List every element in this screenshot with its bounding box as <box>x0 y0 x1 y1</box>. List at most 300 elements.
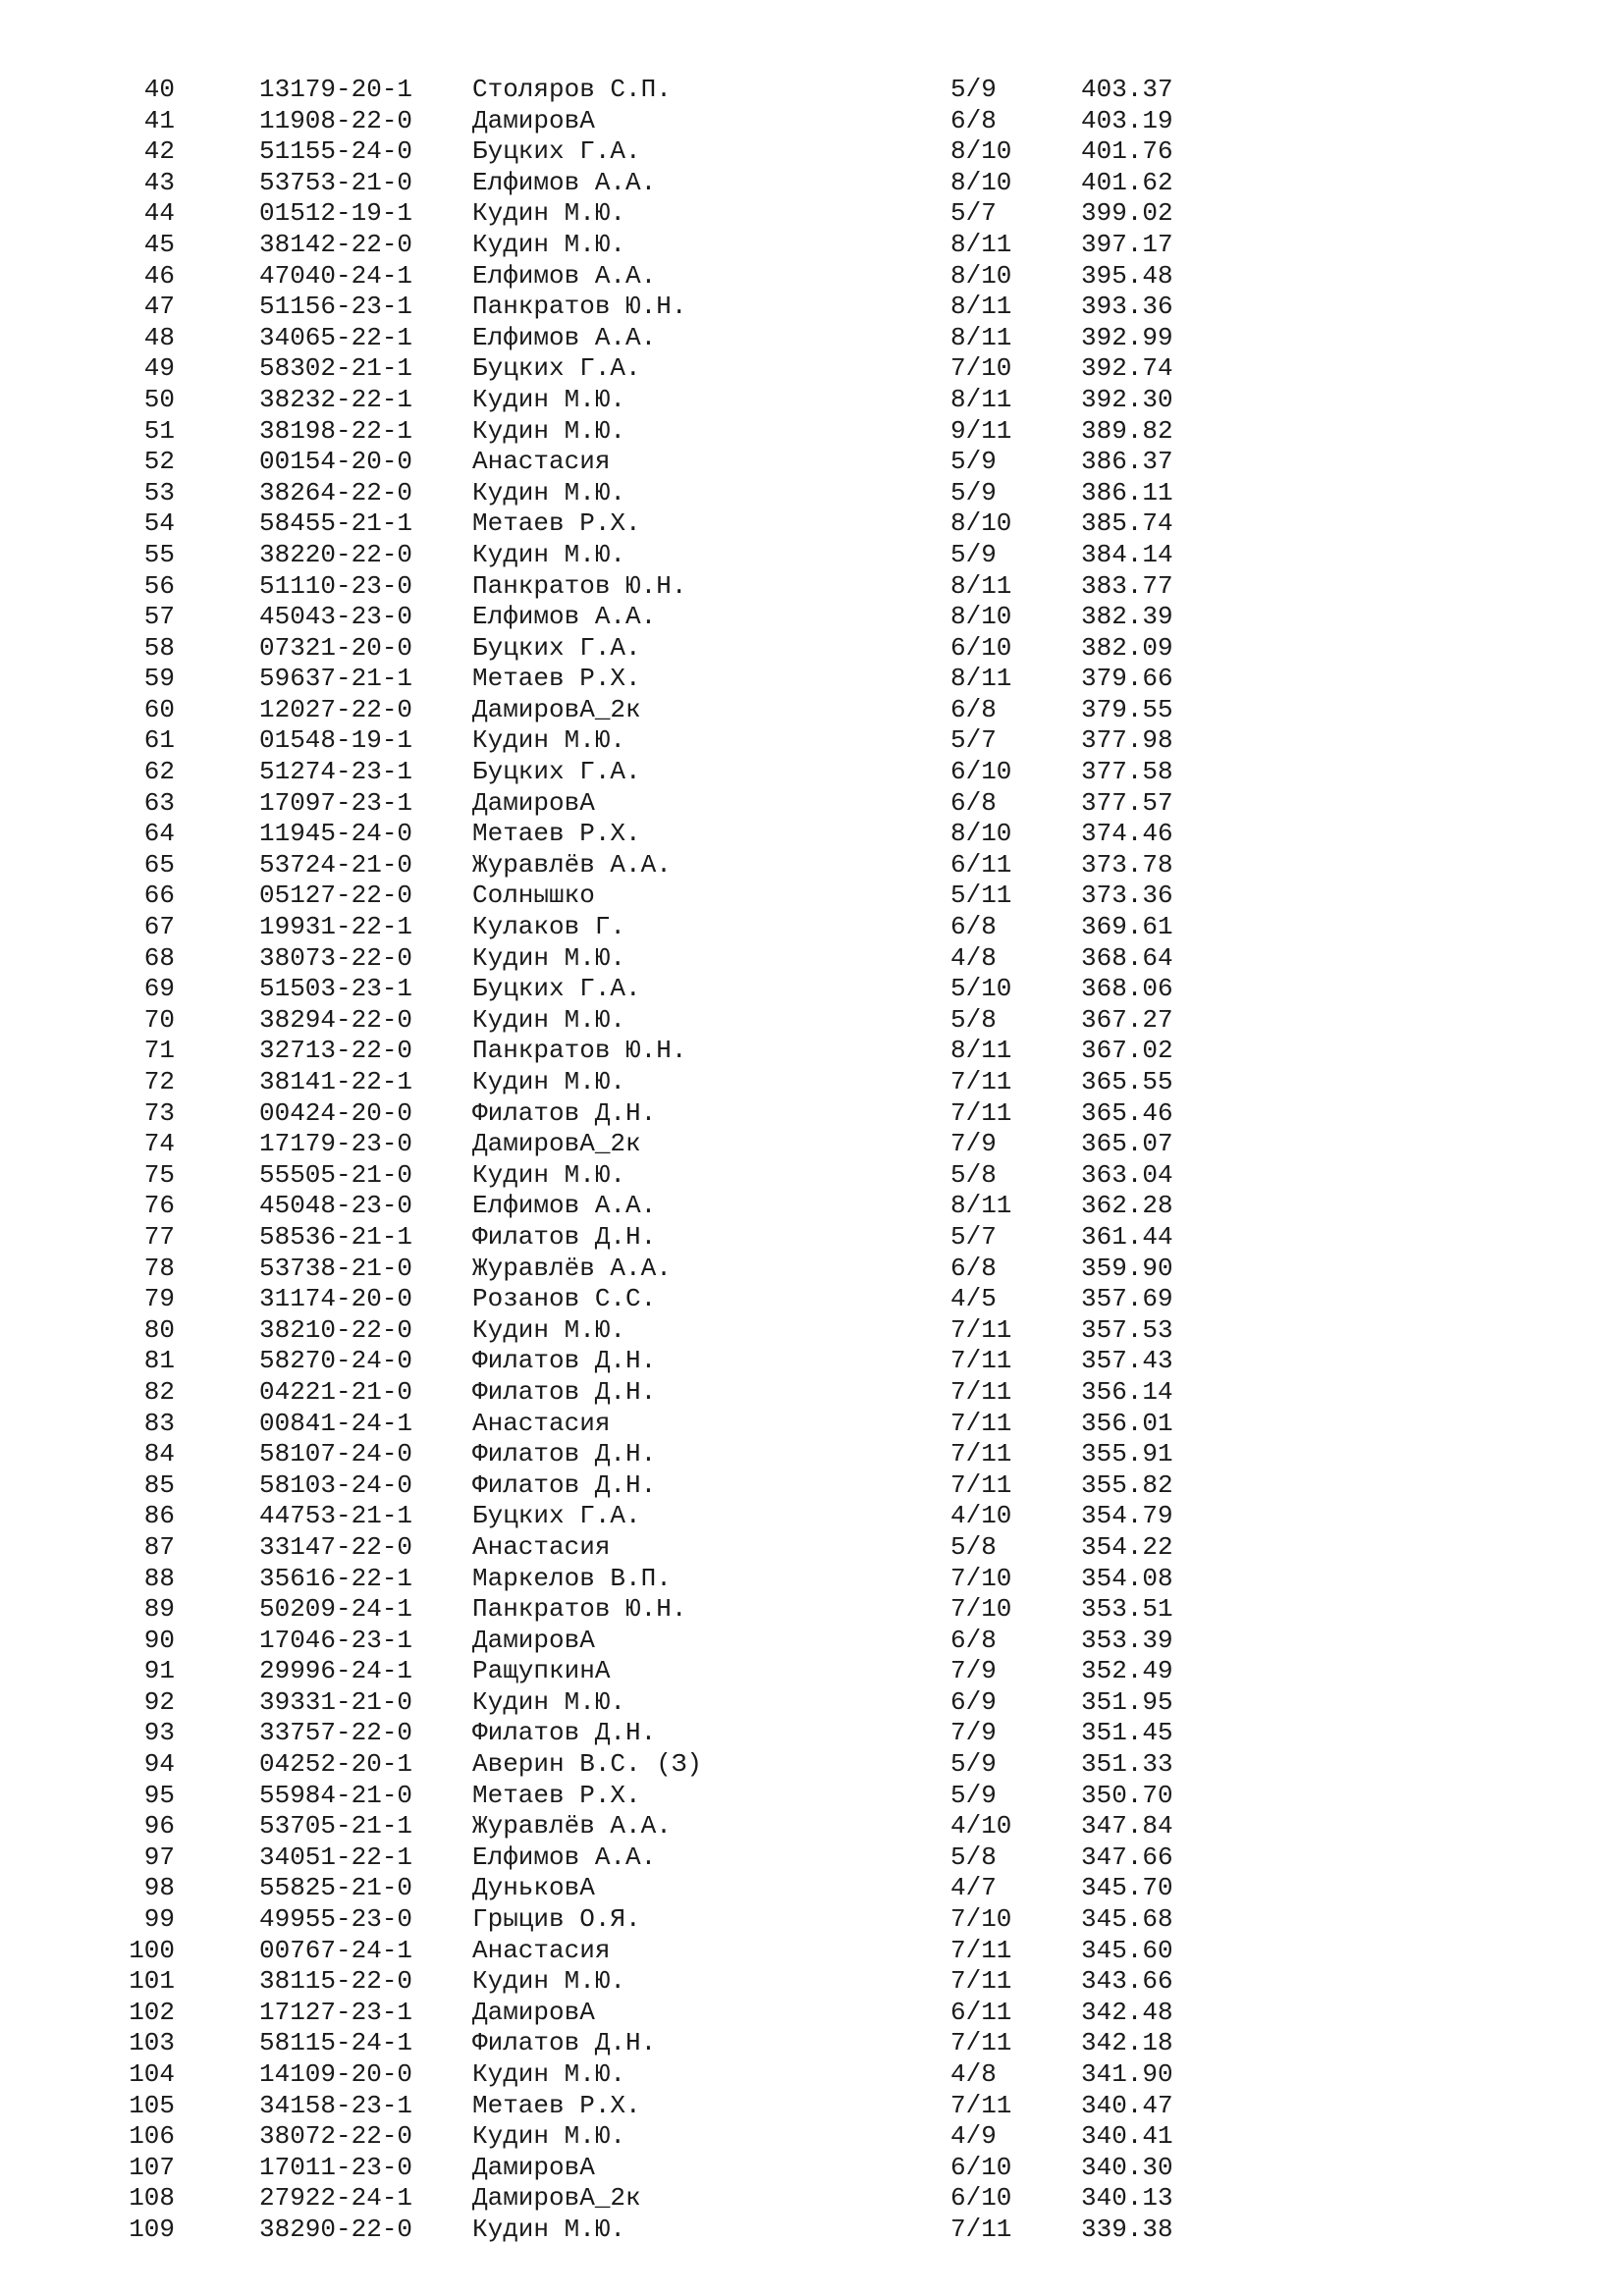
record-id-cell: 58107-24-0 <box>259 1439 413 1469</box>
score-cell: 352.49 <box>1081 1656 1173 1686</box>
rank-cell: 69 <box>143 974 175 1004</box>
record-id-cell: 17097-23-1 <box>259 787 413 818</box>
author-name-cell: Метаев Р.Х. <box>472 1780 641 1810</box>
score-cell: 357.53 <box>1081 1314 1173 1345</box>
rank-cell: 45 <box>143 229 175 259</box>
record-id-cell: 34051-22-1 <box>259 1842 413 1872</box>
table-row <box>0 1254 1624 1285</box>
table-row <box>0 385 1624 416</box>
ratio-cell: 5/9 <box>950 1749 997 1780</box>
score-cell: 369.61 <box>1081 912 1173 942</box>
ratio-cell: 5/10 <box>950 974 1012 1004</box>
table-row <box>0 788 1624 820</box>
author-name-cell: Кудин М.Ю. <box>472 229 626 259</box>
score-cell: 347.66 <box>1081 1842 1173 1872</box>
rank-cell: 72 <box>143 1067 175 1096</box>
score-cell: 356.14 <box>1081 1376 1173 1407</box>
rank-cell: 74 <box>143 1129 175 1159</box>
score-cell: 354.08 <box>1081 1563 1173 1593</box>
author-name-cell: Кудин М.Ю. <box>472 415 626 446</box>
author-name-cell: Маркелов В.П. <box>472 1563 672 1593</box>
score-cell: 355.91 <box>1081 1439 1173 1469</box>
table-row <box>0 1936 1624 1967</box>
ratio-cell: 7/10 <box>950 1594 1012 1625</box>
rank-cell: 103 <box>129 2028 175 2058</box>
table-row <box>0 943 1624 975</box>
ratio-cell: 6/10 <box>950 632 1012 663</box>
score-cell: 384.14 <box>1081 539 1173 569</box>
score-cell: 392.74 <box>1081 353 1173 384</box>
rank-cell: 105 <box>129 2090 175 2120</box>
record-id-cell: 11945-24-0 <box>259 819 413 849</box>
record-id-cell: 31174-20-0 <box>259 1284 413 1314</box>
rank-cell: 106 <box>129 2121 175 2152</box>
score-cell: 353.39 <box>1081 1625 1173 1655</box>
ratio-cell: 5/9 <box>950 477 997 507</box>
ratio-cell: 5/9 <box>950 539 997 569</box>
author-name-cell: ДамировА <box>472 787 595 818</box>
score-cell: 399.02 <box>1081 198 1173 229</box>
author-name-cell: Кудин М.Ю. <box>472 1686 626 1717</box>
ratio-cell: 6/10 <box>950 2152 1012 2182</box>
rank-cell: 95 <box>143 1780 175 1810</box>
table-row <box>0 1594 1624 1626</box>
author-name-cell: Филатов Д.Н. <box>472 1097 657 1128</box>
record-id-cell: 27922-24-1 <box>259 2183 413 2214</box>
ratio-cell: 6/8 <box>950 1625 997 1655</box>
record-id-cell: 38072-22-0 <box>259 2121 413 2152</box>
score-cell: 343.66 <box>1081 1966 1173 1997</box>
score-cell: 365.55 <box>1081 1067 1173 1096</box>
ratio-cell: 7/11 <box>950 1067 1012 1096</box>
table-row <box>0 106 1624 137</box>
ratio-cell: 5/7 <box>950 1221 997 1252</box>
score-cell: 340.30 <box>1081 2152 1173 2182</box>
score-cell: 401.62 <box>1081 167 1173 197</box>
table-row <box>0 1532 1624 1564</box>
score-cell: 377.57 <box>1081 787 1173 818</box>
author-name-cell: ДамировА <box>472 105 595 135</box>
ratio-cell: 6/8 <box>950 105 997 135</box>
table-row <box>0 2091 1624 2122</box>
ratio-cell: 4/9 <box>950 2121 997 2152</box>
table-row <box>0 1718 1624 1749</box>
rank-cell: 75 <box>143 1159 175 1190</box>
record-id-cell: 00767-24-1 <box>259 1935 413 1965</box>
rank-cell: 41 <box>143 105 175 135</box>
record-id-cell: 00154-20-0 <box>259 447 413 477</box>
score-cell: 345.60 <box>1081 1935 1173 1965</box>
record-id-cell: 51503-23-1 <box>259 974 413 1004</box>
rank-cell: 99 <box>143 1904 175 1935</box>
rank-cell: 44 <box>143 198 175 229</box>
ratio-cell: 8/11 <box>950 229 1012 259</box>
author-name-cell: Журавлёв А.А. <box>472 1811 672 1842</box>
table-row <box>0 2059 1624 2091</box>
record-id-cell: 38073-22-0 <box>259 942 413 973</box>
rank-cell: 40 <box>143 75 175 104</box>
ratio-cell: 9/11 <box>950 415 1012 446</box>
record-id-cell: 45043-23-0 <box>259 602 413 632</box>
ratio-cell: 7/11 <box>950 1314 1012 1345</box>
record-id-cell: 38141-22-1 <box>259 1067 413 1096</box>
rank-cell: 42 <box>143 136 175 167</box>
score-cell: 355.82 <box>1081 1469 1173 1500</box>
ratio-cell: 4/10 <box>950 1811 1012 1842</box>
table-row <box>0 1129 1624 1160</box>
ratio-cell: 5/7 <box>950 198 997 229</box>
ratio-cell: 4/7 <box>950 1873 997 1903</box>
record-id-cell: 51274-23-1 <box>259 757 413 787</box>
author-name-cell: Филатов Д.Н. <box>472 1718 657 1748</box>
ratio-cell: 6/8 <box>950 787 997 818</box>
rank-cell: 50 <box>143 384 175 414</box>
table-row <box>0 323 1624 354</box>
rank-cell: 56 <box>143 570 175 601</box>
ratio-cell: 7/11 <box>950 1346 1012 1376</box>
score-cell: 359.90 <box>1081 1253 1173 1283</box>
author-name-cell: Елфимов А.А. <box>472 167 657 197</box>
rank-cell: 96 <box>143 1811 175 1842</box>
author-name-cell: Кудин М.Ю. <box>472 942 626 973</box>
ratio-cell: 7/10 <box>950 1563 1012 1593</box>
score-cell: 353.51 <box>1081 1594 1173 1625</box>
ratio-cell: 8/11 <box>950 1191 1012 1221</box>
record-id-cell: 01548-19-1 <box>259 725 413 756</box>
author-name-cell: Метаев Р.Х. <box>472 819 641 849</box>
score-cell: 379.55 <box>1081 694 1173 724</box>
table-row <box>0 2215 1624 2246</box>
rank-cell: 43 <box>143 167 175 197</box>
ratio-cell: 8/11 <box>950 664 1012 694</box>
ratio-cell: 6/8 <box>950 1253 997 1283</box>
ratio-cell: 7/11 <box>950 1935 1012 1965</box>
rank-cell: 91 <box>143 1656 175 1686</box>
rank-cell: 59 <box>143 664 175 694</box>
ratio-cell: 5/7 <box>950 725 997 756</box>
table-row <box>0 353 1624 385</box>
score-cell: 368.06 <box>1081 974 1173 1004</box>
table-row <box>0 416 1624 448</box>
rank-cell: 85 <box>143 1469 175 1500</box>
ratio-cell: 5/9 <box>950 1780 997 1810</box>
table-row <box>0 1005 1624 1037</box>
table-row <box>0 1284 1624 1315</box>
table-row <box>0 2183 1624 2215</box>
author-name-cell: Елфимов А.А. <box>472 322 657 352</box>
author-name-cell: Анастасия <box>472 447 611 477</box>
rank-cell: 81 <box>143 1346 175 1376</box>
score-cell: 345.68 <box>1081 1904 1173 1935</box>
author-name-cell: Метаев Р.Х. <box>472 508 641 539</box>
ratio-cell: 7/10 <box>950 1904 1012 1935</box>
rank-cell: 104 <box>129 2059 175 2089</box>
record-id-cell: 51156-23-1 <box>259 292 413 322</box>
record-id-cell: 58115-24-1 <box>259 2028 413 2058</box>
author-name-cell: Филатов Д.Н. <box>472 1376 657 1407</box>
ratio-cell: 5/8 <box>950 1531 997 1562</box>
rank-cell: 51 <box>143 415 175 446</box>
record-id-cell: 11908-22-0 <box>259 105 413 135</box>
table-row <box>0 1346 1624 1377</box>
record-id-cell: 51155-24-0 <box>259 136 413 167</box>
table-row <box>0 230 1624 261</box>
record-id-cell: 47040-24-1 <box>259 260 413 291</box>
ratio-cell: 6/11 <box>950 1997 1012 2027</box>
score-cell: 340.47 <box>1081 2090 1173 2120</box>
score-cell: 386.37 <box>1081 447 1173 477</box>
score-cell: 357.69 <box>1081 1284 1173 1314</box>
score-cell: 362.28 <box>1081 1191 1173 1221</box>
table-row <box>0 540 1624 571</box>
rank-cell: 108 <box>129 2183 175 2214</box>
ratio-cell: 8/10 <box>950 602 1012 632</box>
record-id-cell: 32713-22-0 <box>259 1036 413 1066</box>
rank-cell: 55 <box>143 539 175 569</box>
record-id-cell: 17127-23-1 <box>259 1997 413 2027</box>
author-name-cell: Панкратов Ю.Н. <box>472 1594 687 1625</box>
record-id-cell: 07321-20-0 <box>259 632 413 663</box>
rank-cell: 93 <box>143 1718 175 1748</box>
author-name-cell: Буцких Г.А. <box>472 974 641 1004</box>
table-row <box>0 1687 1624 1719</box>
score-cell: 386.11 <box>1081 477 1173 507</box>
author-name-cell: Кудин М.Ю. <box>472 1966 626 1997</box>
ratio-cell: 5/8 <box>950 1159 997 1190</box>
record-id-cell: 44753-21-1 <box>259 1501 413 1531</box>
ratio-cell: 8/10 <box>950 136 1012 167</box>
score-cell: 382.09 <box>1081 632 1173 663</box>
rank-cell: 46 <box>143 260 175 291</box>
rank-cell: 79 <box>143 1284 175 1314</box>
ratio-cell: 5/9 <box>950 447 997 477</box>
table-row <box>0 1315 1624 1347</box>
score-cell: 351.95 <box>1081 1686 1173 1717</box>
rank-cell: 60 <box>143 694 175 724</box>
table-row <box>0 571 1624 603</box>
record-id-cell: 00841-24-1 <box>259 1408 413 1438</box>
rank-cell: 65 <box>143 849 175 880</box>
author-name-cell: Метаев Р.Х. <box>472 664 641 694</box>
author-name-cell: Елфимов А.А. <box>472 1191 657 1221</box>
table-row <box>0 850 1624 881</box>
author-name-cell: Буцких Г.А. <box>472 1501 641 1531</box>
table-row <box>0 478 1624 509</box>
rank-cell: 61 <box>143 725 175 756</box>
author-name-cell: Буцких Г.А. <box>472 757 641 787</box>
ratio-cell: 7/10 <box>950 353 1012 384</box>
author-name-cell: Кудин М.Ю. <box>472 1004 626 1035</box>
record-id-cell: 13179-20-1 <box>259 75 413 104</box>
table-row <box>0 2121 1624 2153</box>
score-cell: 385.74 <box>1081 508 1173 539</box>
rank-cell: 70 <box>143 1004 175 1035</box>
author-name-cell: Анастасия <box>472 1531 611 1562</box>
table-row <box>0 1501 1624 1532</box>
record-id-cell: 58270-24-0 <box>259 1346 413 1376</box>
author-name-cell: Панкратов Ю.Н. <box>472 292 687 322</box>
record-id-cell: 39331-21-0 <box>259 1686 413 1717</box>
rank-cell: 68 <box>143 942 175 973</box>
score-cell: 373.36 <box>1081 881 1173 911</box>
table-row <box>0 447 1624 478</box>
score-cell: 354.79 <box>1081 1501 1173 1531</box>
score-cell: 373.78 <box>1081 849 1173 880</box>
ratio-cell: 8/11 <box>950 292 1012 322</box>
score-cell: 382.39 <box>1081 602 1173 632</box>
record-id-cell: 45048-23-0 <box>259 1191 413 1221</box>
rank-cell: 86 <box>143 1501 175 1531</box>
author-name-cell: Кудин М.Ю. <box>472 198 626 229</box>
score-cell: 377.98 <box>1081 725 1173 756</box>
rank-cell: 47 <box>143 292 175 322</box>
table-row <box>0 75 1624 106</box>
table-row <box>0 168 1624 199</box>
ratio-cell: 7/11 <box>950 1376 1012 1407</box>
record-id-cell: 38232-22-1 <box>259 384 413 414</box>
score-cell: 403.37 <box>1081 75 1173 104</box>
table-row <box>0 1998 1624 2029</box>
table-row <box>0 2028 1624 2059</box>
rank-cell: 80 <box>143 1314 175 1345</box>
table-row <box>0 757 1624 788</box>
record-id-cell: 58103-24-0 <box>259 1469 413 1500</box>
ratio-cell: 8/10 <box>950 508 1012 539</box>
score-cell: 365.07 <box>1081 1129 1173 1159</box>
rank-cell: 88 <box>143 1563 175 1593</box>
rank-cell: 64 <box>143 819 175 849</box>
author-name-cell: Столяров С.П. <box>472 75 672 104</box>
rank-cell: 76 <box>143 1191 175 1221</box>
score-cell: 356.01 <box>1081 1408 1173 1438</box>
score-cell: 340.41 <box>1081 2121 1173 2152</box>
author-name-cell: ДуньковА <box>472 1873 595 1903</box>
ratio-cell: 4/10 <box>950 1501 1012 1531</box>
score-cell: 342.18 <box>1081 2028 1173 2058</box>
rank-cell: 71 <box>143 1036 175 1066</box>
table-row <box>0 1626 1624 1657</box>
score-cell: 403.19 <box>1081 105 1173 135</box>
ratio-cell: 7/9 <box>950 1718 997 1748</box>
author-name-cell: Кудин М.Ю. <box>472 2059 626 2089</box>
table-row <box>0 508 1624 540</box>
table-row <box>0 881 1624 912</box>
ratio-cell: 4/8 <box>950 942 997 973</box>
score-cell: 357.43 <box>1081 1346 1173 1376</box>
ratio-cell: 8/10 <box>950 819 1012 849</box>
record-id-cell: 53738-21-0 <box>259 1253 413 1283</box>
ratio-cell: 8/11 <box>950 322 1012 352</box>
rank-cell: 49 <box>143 353 175 384</box>
score-cell: 361.44 <box>1081 1221 1173 1252</box>
ratio-cell: 7/11 <box>950 1469 1012 1500</box>
ratio-cell: 7/9 <box>950 1129 997 1159</box>
author-name-cell: Панкратов Ю.Н. <box>472 570 687 601</box>
rank-cell: 66 <box>143 881 175 911</box>
ratio-cell: 7/9 <box>950 1656 997 1686</box>
author-name-cell: Кудин М.Ю. <box>472 1314 626 1345</box>
ratio-cell: 7/11 <box>950 1439 1012 1469</box>
score-cell: 392.99 <box>1081 322 1173 352</box>
author-name-cell: Кудин М.Ю. <box>472 1067 626 1096</box>
ratio-cell: 8/11 <box>950 1036 1012 1066</box>
record-id-cell: 35616-22-1 <box>259 1563 413 1593</box>
ratio-cell: 5/9 <box>950 75 997 104</box>
author-name-cell: ДамировА_2к <box>472 1129 641 1159</box>
table-row <box>0 725 1624 757</box>
ratio-cell: 6/10 <box>950 2183 1012 2214</box>
ratio-cell: 7/11 <box>950 1097 1012 1128</box>
score-cell: 397.17 <box>1081 229 1173 259</box>
ratio-cell: 7/11 <box>950 1408 1012 1438</box>
author-name-cell: Филатов Д.Н. <box>472 1439 657 1469</box>
record-id-cell: 33147-22-0 <box>259 1531 413 1562</box>
author-name-cell: ДамировА <box>472 1997 595 2027</box>
score-cell: 351.45 <box>1081 1718 1173 1748</box>
record-id-cell: 04252-20-1 <box>259 1749 413 1780</box>
rank-cell: 67 <box>143 912 175 942</box>
record-id-cell: 38142-22-0 <box>259 229 413 259</box>
record-id-cell: 38294-22-0 <box>259 1004 413 1035</box>
author-name-cell: Елфимов А.А. <box>472 602 657 632</box>
record-id-cell: 04221-21-0 <box>259 1376 413 1407</box>
record-id-cell: 17046-23-1 <box>259 1625 413 1655</box>
rank-cell: 78 <box>143 1253 175 1283</box>
rank-cell: 90 <box>143 1625 175 1655</box>
record-id-cell: 58536-21-1 <box>259 1221 413 1252</box>
table-row <box>0 1098 1624 1130</box>
table-row <box>0 1222 1624 1254</box>
table-row <box>0 1470 1624 1502</box>
ratio-cell: 6/8 <box>950 694 997 724</box>
author-name-cell: Панкратов Ю.Н. <box>472 1036 687 1066</box>
author-name-cell: ДамировА <box>472 1625 595 1655</box>
rank-cell: 73 <box>143 1097 175 1128</box>
record-id-cell: 34158-23-1 <box>259 2090 413 2120</box>
rank-cell: 109 <box>129 2214 175 2244</box>
table-row <box>0 1781 1624 1812</box>
score-cell: 393.36 <box>1081 292 1173 322</box>
ratio-cell: 6/8 <box>950 912 997 942</box>
author-name-cell: Кудин М.Ю. <box>472 539 626 569</box>
record-id-cell: 38264-22-0 <box>259 477 413 507</box>
record-id-cell: 19931-22-1 <box>259 912 413 942</box>
score-cell: 368.64 <box>1081 942 1173 973</box>
table-row <box>0 292 1624 323</box>
score-cell: 365.46 <box>1081 1097 1173 1128</box>
record-id-cell: 01512-19-1 <box>259 198 413 229</box>
rank-cell: 54 <box>143 508 175 539</box>
author-name-cell: Елфимов А.А. <box>472 260 657 291</box>
author-name-cell: Филатов Д.Н. <box>472 2028 657 2058</box>
author-name-cell: Кудин М.Ю. <box>472 1159 626 1190</box>
author-name-cell: Буцких Г.А. <box>472 353 641 384</box>
table-row <box>0 1842 1624 1874</box>
ranking-table <box>0 75 1624 2246</box>
record-id-cell: 38290-22-0 <box>259 2214 413 2244</box>
table-row <box>0 1873 1624 1904</box>
rank-cell: 87 <box>143 1531 175 1562</box>
rank-cell: 107 <box>129 2152 175 2182</box>
rank-cell: 53 <box>143 477 175 507</box>
score-cell: 342.48 <box>1081 1997 1173 2027</box>
ratio-cell: 5/8 <box>950 1004 997 1035</box>
rank-cell: 102 <box>129 1997 175 2027</box>
record-id-cell: 53705-21-1 <box>259 1811 413 1842</box>
score-cell: 341.90 <box>1081 2059 1173 2089</box>
table-row <box>0 633 1624 665</box>
author-name-cell: Метаев Р.Х. <box>472 2090 641 2120</box>
